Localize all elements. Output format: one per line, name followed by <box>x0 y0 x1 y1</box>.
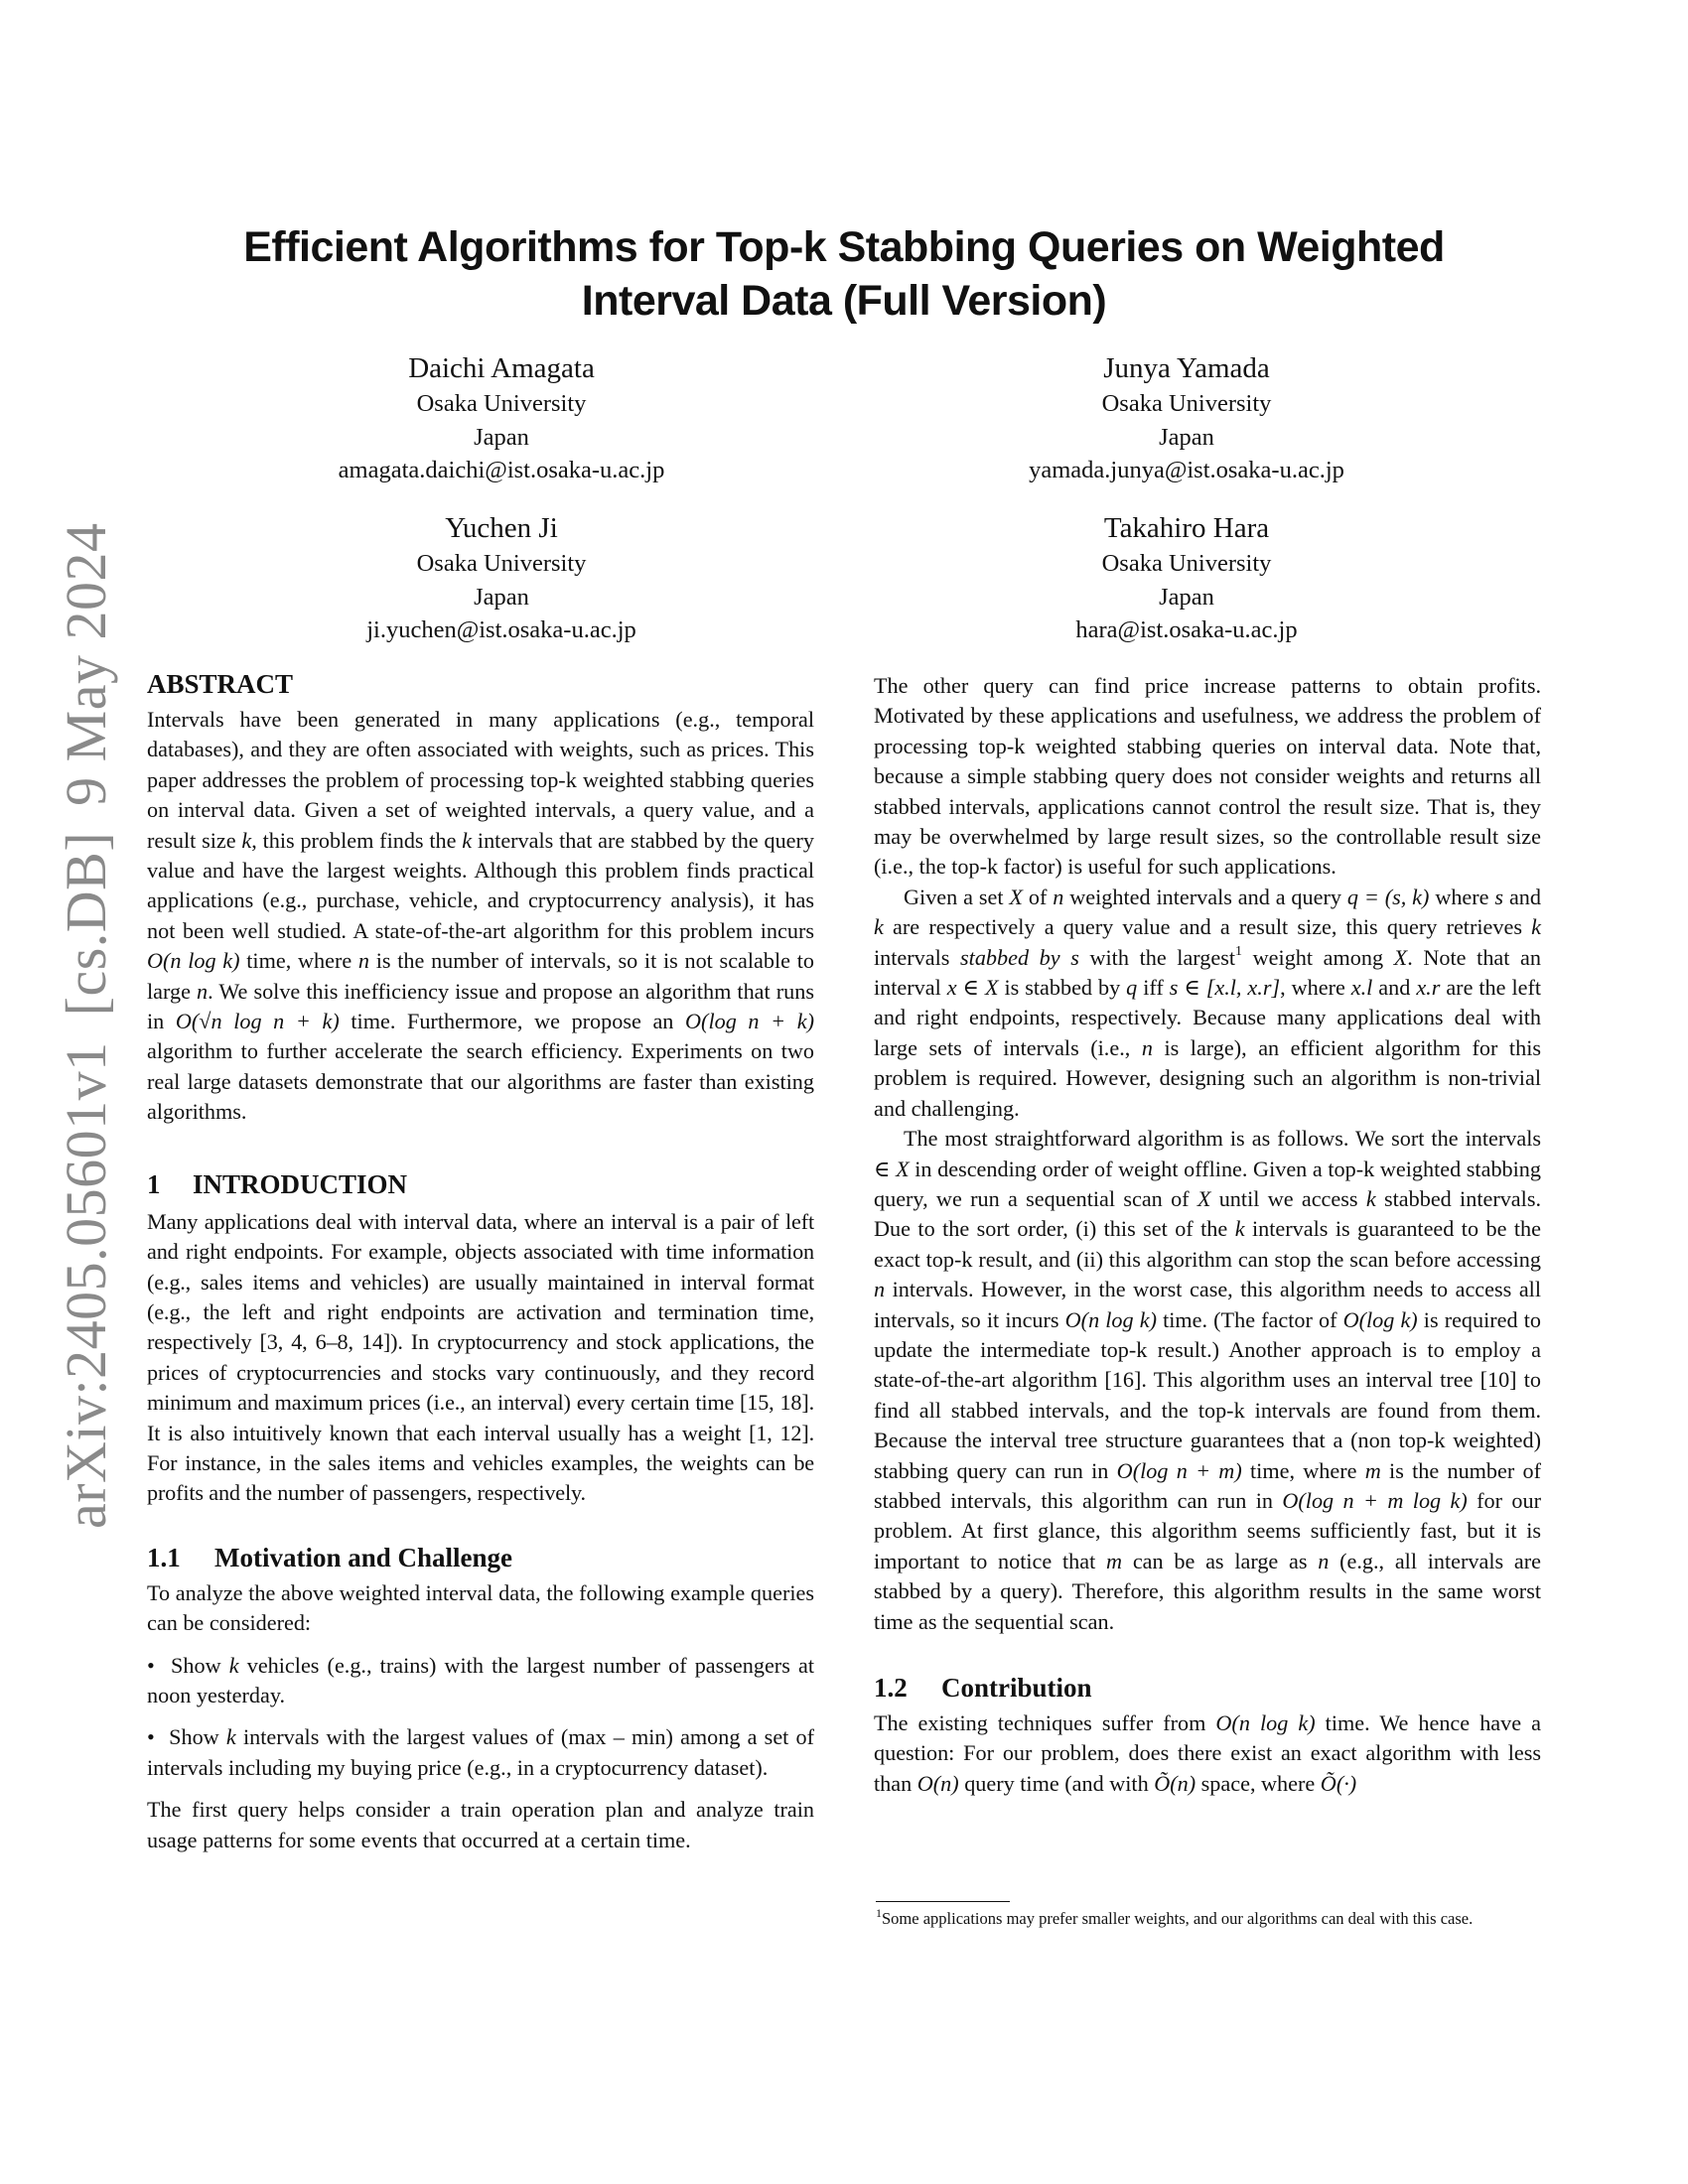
abstract-heading: ABSTRACT <box>147 669 294 699</box>
arxiv-stamp <box>52 522 121 1529</box>
title-line-1: Efficient Algorithms for Top-k Stabbing Queries on Weighted <box>243 223 1445 271</box>
section-title: Contribution <box>941 1673 1092 1703</box>
author-country: Japan <box>1159 583 1214 611</box>
list-item: • Show k vehicles (e.g., trains) with the largest number of passengers at noon yesterday. <box>147 1652 814 1707</box>
contribution-heading <box>874 1671 1541 1705</box>
arxiv-id: arXiv:2405.05601v1 <box>54 1041 118 1529</box>
paragraph: Given a set X of n weighted intervals and a query q = (s, k) where s and k are respectively a query value and a result size, this query retrieves k intervals stabbed by s with the largest$^1$ weight among X. Note that an interval x ∈ X is stabbed by q iff s ∈ [x.l, x.r], where x.l and x.r are the left and right endpoints, respectively. Because many applications deal with large sets of intervals (i.e., n is large), an efficient algorithm for this problem is required. However, designing such an algorithm is non-trivial and challenging. <box>874 884 1542 1121</box>
author-affiliation: Osaka University <box>1101 550 1272 577</box>
abstract-text: Intervals have been generated in many applications (e.g., temporal databases), and they are often associated with weights, such as prices. This paper addresses the problem of processing top-k weighted stabbing queries on interval data. Given a set of weighted intervals, a query value, and a result size k, this problem finds the k intervals that are stabbed by the query value and have the largest weights. Although this problem finds practical applications (e.g., purchase, vehicle, and cryptocurrency analysis), it has not been well studied. A state-of-the-art algorithm for this problem incurs O(n log k) time, where n is the number of intervals, so it is not scalable to large n. We solve this inefficiency issue and propose an algorithm that runs in O(√n log n + k) time. Furthermore, we propose an O(log n + k) algorithm to further accelerate the search efficiency. Experiments on two real large datasets demonstrate that our algorithms are faster than existing algorithms. <box>147 707 815 1125</box>
author-country: Japan <box>474 583 529 611</box>
section-title: INTRODUCTION <box>193 1168 408 1199</box>
footnote-mark: 1 <box>876 1906 882 1920</box>
paragraph: The other query can find price increase patterns to obtain profits. Motivated by these applications and usefulness, we address the problem of processing top-k weighted stabbing queries on interval data. Note that, because a simple stabbing query does not consider weights and returns all stabbed intervals, applications cannot control the result size. That is, they may be overwhelmed by large result sizes, so the controllable result size (i.e., the top-k factor) is useful for such applications. <box>874 673 1541 880</box>
title-line-2: Interval Data (Full Version) <box>581 277 1107 325</box>
arxiv-date: 9 May 2024 <box>54 522 118 806</box>
author-country: Japan <box>474 423 529 451</box>
introduction-paragraph: Many applications deal with interval data, where an interval is a pair of left and right endpoints. For example, objects associated with time information (e.g., sales items and vehicles) are usually maintained in interval format (e.g., the left and right endpoints are activation and termination time, respectively [3, 4, 6–8, 14]). In cryptocurrency and stock applications, the prices of cryptocurrencies and stocks vary continuously, and they record minimum and maximum prices (i.e., an interval) every certain time [15, 18]. It is also intuitively known that each interval usually has a weight [1, 12]. For instance, in the sales items and vehicles examples, the weights can be profits and the number of passengers, respectively. <box>147 1208 814 1506</box>
section-number: 1 <box>147 1168 161 1199</box>
author-affiliation: Osaka University <box>1101 390 1272 417</box>
paper-title <box>149 220 1539 328</box>
contribution-paragraph: The existing techniques suffer from O(n log k) time. We hence have a question: For our problem, does there exist an exact algorithm with less than O(n) query time (and with Õ(n) space, where Õ(·) <box>874 1710 1541 1796</box>
author-affiliation: Osaka University <box>416 550 587 577</box>
author-email[interactable]: amagata.daichi@ist.osaka-u.ac.jp <box>338 457 665 483</box>
author-block <box>253 509 750 647</box>
author-block <box>938 349 1435 487</box>
section-title: Motivation and Challenge <box>214 1542 513 1572</box>
author-affiliation: Osaka University <box>416 390 587 417</box>
section-number: 1.2 <box>874 1673 908 1703</box>
author-block <box>938 509 1435 647</box>
author-name: Yuchen Ji <box>445 512 558 544</box>
author-name: Daichi Amagata <box>408 352 595 384</box>
footnote <box>876 1908 1536 1930</box>
footnote-divider <box>876 1901 1010 1902</box>
author-country: Japan <box>1159 423 1214 451</box>
right-column <box>874 671 1541 1799</box>
motivation-intro: To analyze the above weighted interval data, the following example queries can be considered: <box>147 1579 814 1636</box>
list-item: • Show k intervals with the largest values of (max – min) among a set of intervals including my buying price (e.g., in a cryptocurrency dataset). <box>147 1724 814 1780</box>
arxiv-category: [cs.DB] <box>54 831 118 1017</box>
author-email[interactable]: hara@ist.osaka-u.ac.jp <box>1075 616 1298 643</box>
footnote-text: Some applications may prefer smaller weights, and our algorithms can deal with this case. <box>882 1909 1474 1928</box>
author-name: Takahiro Hara <box>1103 512 1270 544</box>
introduction-heading <box>147 1167 814 1201</box>
section-number: 1.1 <box>147 1542 181 1572</box>
author-email[interactable]: ji.yuchen@ist.osaka-u.ac.jp <box>366 616 636 643</box>
left-column <box>147 667 814 1855</box>
author-name: Junya Yamada <box>1103 352 1270 384</box>
paragraph: The most straightforward algorithm is as follows. We sort the intervals ∈ X in descending order of weight offline. Given a top-k weighted stabbing query, we run a sequential scan of X until we access k stabbed intervals. Due to the sort order, (i) this set of the k intervals is guaranteed to be the exact top-k result, and (ii) this algorithm can stop the scan before accessing n intervals. However, in the worst case, this algorithm needs to access all intervals, so it incurs O(n log k) time. (The factor of O(log k) is required to update the intermediate top-k result.) Another approach is to employ a state-of-the-art algorithm [16]. This algorithm uses an interval tree [10] to find all stabbed intervals, and the top-k intervals are found from them. Because the interval tree structure guarantees that a (non top-k weighted) stabbing query can run in O(log n + m) time, where m is the number of stabbed intervals, this algorithm can run in O(log n + m log k) for our problem. At first glance, this algorithm seems sufficiently fast, but it is important to notice that m can be as large as n (e.g., all intervals are stabbed by a query). Therefore, this algorithm results in the same worst time as the sequential scan. <box>874 1126 1542 1634</box>
motivation-closing: The first query helps consider a train operation plan and analyze train usage patterns for some events that occurred at a certain time. <box>147 1797 814 1852</box>
footnote-mark[interactable]: 1 <box>1235 943 1243 959</box>
author-email[interactable]: yamada.junya@ist.osaka-u.ac.jp <box>1029 457 1344 483</box>
author-block <box>253 349 750 487</box>
motivation-heading <box>147 1541 814 1574</box>
